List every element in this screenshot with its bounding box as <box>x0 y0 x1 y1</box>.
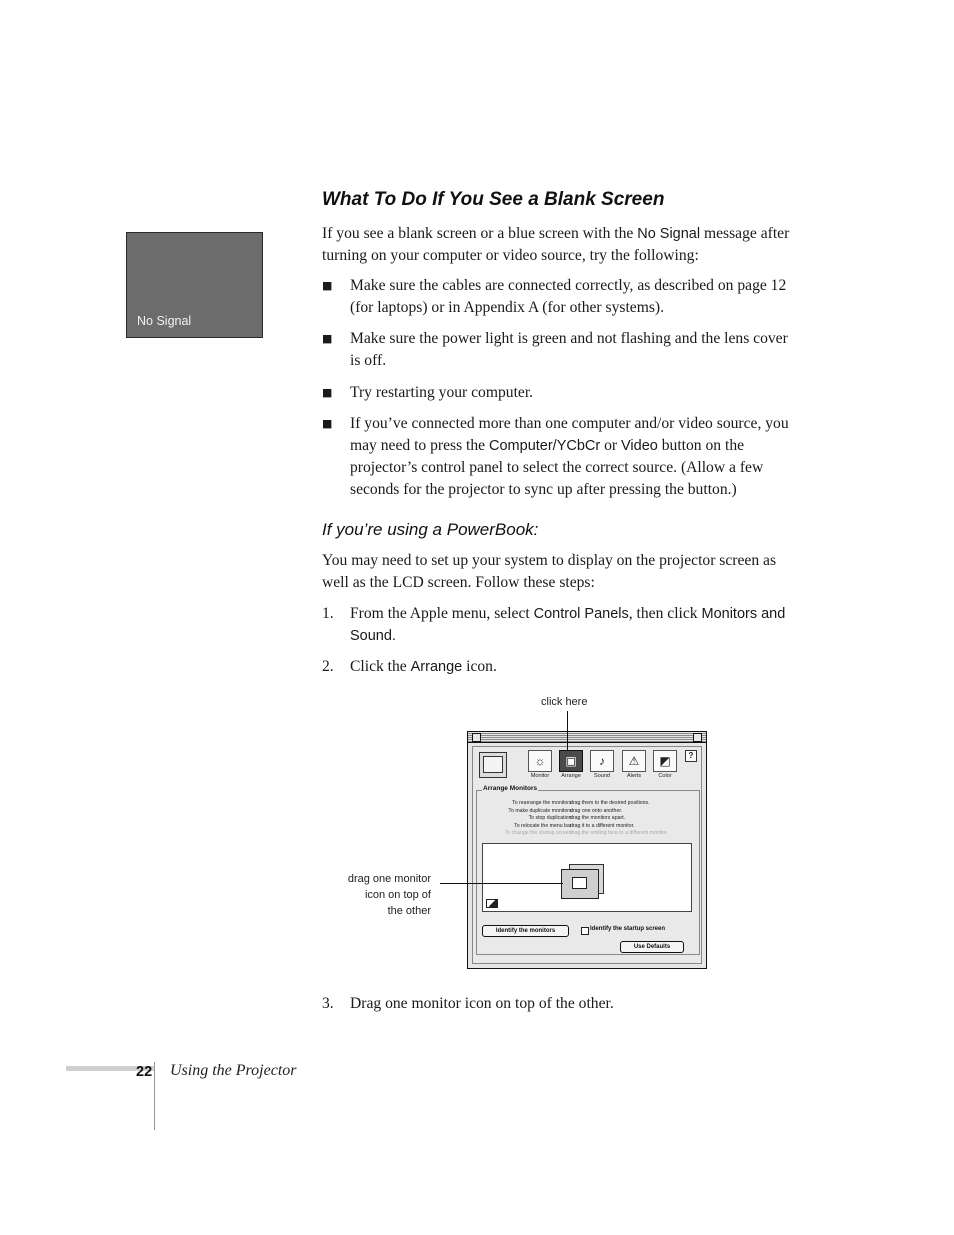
bullet-icon: ■ <box>322 386 333 399</box>
bullet-item: ■ If you’ve connected more than one computer and/or video source, you may need to press the Computer/YCbCr or Video button on the projector’s control panel to select the correct source. (Allow a few seconds for the projector to sync up after pressing the button.) <box>322 415 789 498</box>
intro-paragraph: If you see a blank screen or a blue screen with the No Signal message after turning on your computer or video source, try the following: <box>322 225 790 264</box>
alert-icon: ⚠ <box>622 750 646 772</box>
close-box-icon[interactable] <box>472 733 481 742</box>
bullet-icon: ■ <box>322 332 333 345</box>
no-signal-ui-text: No Signal <box>637 226 701 242</box>
bullet-item: ■ Try restarting your computer. <box>322 382 792 404</box>
window-content: ☼ Monitor ▣ Arrange ♪ Sound ⚠ Alerts ◩ Color ? Arrange Monitors To rearrange the monitors: drag them to the desired positions. To make duplicate monitors: drag one onto another. To stop duplication: drag the monitors apart. To relocate the menu bar: drag it to a different monitor. To change the startup screen: drag the smiling face to a different monitor. Identify the monitors Identify the startup screen Use Defaults <box>472 746 702 964</box>
powerbook-intro: You may need to set up your system to display on the projector screen as well as the LCD screen. Follow these steps: <box>322 552 777 591</box>
no-signal-screen <box>126 232 263 338</box>
step-item: 3. Drag one monitor icon on top of the other. <box>322 995 614 1012</box>
footer-divider <box>154 1062 155 1130</box>
color-tab-button[interactable]: ◩ Color <box>652 750 678 779</box>
help-icon[interactable]: ? <box>685 750 697 762</box>
arrange-tab-button[interactable]: ▣ Arrange <box>558 750 584 779</box>
identify-monitors-button[interactable]: Identify the monitors <box>482 925 569 937</box>
identify-startup-label: Identify the startup screen <box>590 926 666 932</box>
arrange-area[interactable] <box>482 843 692 912</box>
sound-tab-button[interactable]: ♪ Sound <box>589 750 615 779</box>
monitors-and-sound-ui-text: Monitors and Sound. <box>350 606 786 644</box>
alerts-tab-button[interactable]: ⚠ Alerts <box>621 750 647 779</box>
arrange-ui-text: Arrange <box>410 659 463 675</box>
callout-line-left <box>440 883 563 884</box>
callout-line-top <box>567 711 568 751</box>
sun-icon: ☼ <box>528 750 552 772</box>
control-panels-ui-text: Control Panels <box>533 606 629 622</box>
callout-drag: drag one monitor icon on top of the other <box>347 873 431 917</box>
zoom-box-icon[interactable] <box>693 733 702 742</box>
step-item: 2. Click the Arrange icon. <box>322 658 497 675</box>
menubar-monitor-icon[interactable] <box>486 899 498 908</box>
page-number: 22 <box>136 1064 153 1080</box>
bullet-icon: ■ <box>322 279 333 292</box>
monitors-and-sound-window <box>467 731 707 969</box>
section-title: What To Do If You See a Blank Screen <box>322 189 665 210</box>
monitor-large-icon <box>479 752 507 778</box>
bullet-item: ■ Make sure the power light is green and not flashing and the lens cover is off. <box>322 330 788 369</box>
window-titlebar[interactable] <box>468 732 706 743</box>
monitor-tab-button[interactable]: ☼ Monitor <box>527 750 553 779</box>
color-icon: ◩ <box>653 750 677 772</box>
arrange-icon: ▣ <box>559 750 583 772</box>
arrange-monitors-title: Arrange Monitors <box>483 785 538 792</box>
callout-click-here: click here <box>541 696 588 708</box>
computer-ycbcr-ui-text: Computer/YCbCr <box>489 438 601 454</box>
bullet-item: ■ Make sure the cables are connected correctly, as described on page 12 (for laptops) or in Appendix A (for other systems). <box>322 277 787 316</box>
bullet-icon: ■ <box>322 417 333 430</box>
footer-title: Using the Projector <box>170 1062 297 1079</box>
step-item: 1. From the Apple menu, select Control Panels, then click Monitors and Sound. <box>322 605 786 644</box>
no-signal-label: No Signal <box>137 314 192 328</box>
speaker-icon: ♪ <box>590 750 614 772</box>
use-defaults-button[interactable]: Use Defaults <box>620 941 684 953</box>
identify-startup-checkbox[interactable] <box>581 927 589 935</box>
video-ui-text: Video <box>621 438 658 454</box>
monitor-icon[interactable] <box>561 869 599 899</box>
powerbook-heading: If you’re using a PowerBook: <box>322 520 539 539</box>
